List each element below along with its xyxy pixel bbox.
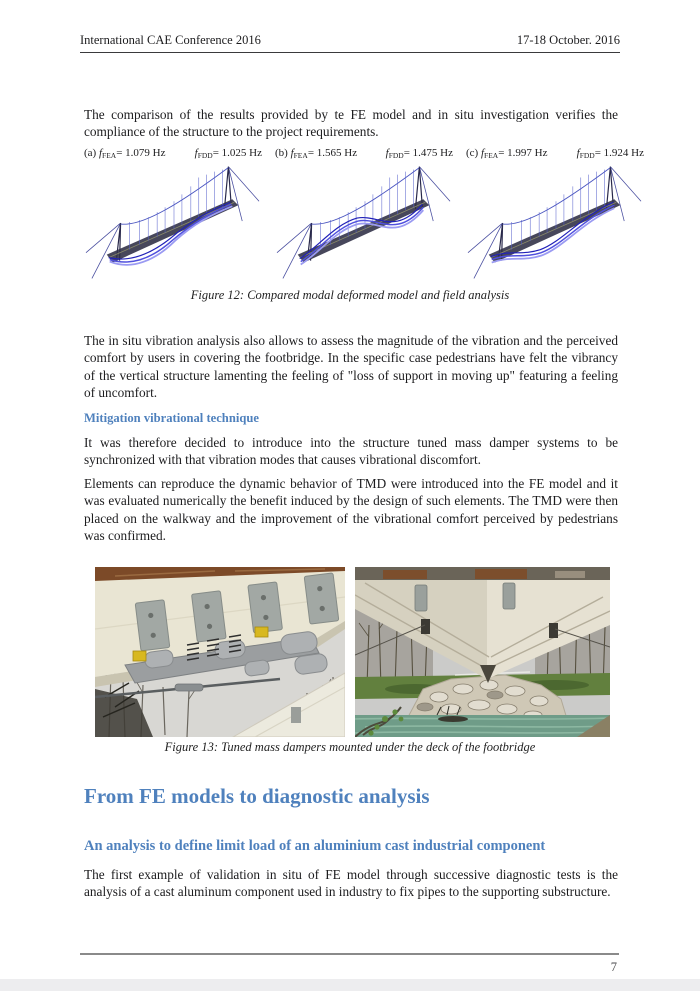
page-header bbox=[80, 33, 620, 53]
header-date: 17-18 October. 2016 bbox=[516, 33, 620, 47]
paragraph-vibration-comfort: The in situ vibration analysis also allows to assess the magnitude of the vibration and the perceived comfort by users in covering the footbridge. In the specific case pedestrians have felt the vibrancy of the vertical structure lamenting the feeling of "loss of support in moving up" featuring a feeling of uncomfort. bbox=[84, 333, 618, 401]
bridge-model-mode-b bbox=[275, 161, 453, 289]
heading-mitigation-technique: Mitigation vibrational technique bbox=[84, 411, 259, 425]
figure12-frequency-labels bbox=[84, 147, 645, 160]
figure12-caption: Figure 12: Compared modal deformed model and field analysis bbox=[190, 288, 510, 302]
heading-fe-models-diagnostic: From FE models to diagnostic analysis bbox=[84, 784, 430, 808]
paragraph-tmd-modeling: Elements can reproduce the dynamic behavior of TMD were introduced into the FE model and it was evaluated numerically the benefit induced by the design of such elements. The TMD were then placed on the walkway and the improvement of the vibrational comfort perceived by pedestrians was confirmed. bbox=[84, 476, 618, 544]
bridge-model-mode-c bbox=[466, 161, 644, 289]
figure13-caption: Figure 13: Tuned mass dampers mounted under the deck of the footbridge bbox=[164, 740, 536, 754]
figure12-bridge-models bbox=[84, 161, 645, 289]
footer-rule bbox=[80, 953, 619, 955]
freq-label-a: (a) fFEA= 1.079 Hz fFDD= 1.025 Hz bbox=[84, 147, 262, 160]
page-number: 7 bbox=[610, 960, 617, 974]
tuned-mass-damper-photo bbox=[95, 567, 345, 737]
footbridge-underside-photo bbox=[355, 567, 610, 737]
paragraph-first-example: The first example of validation in situ of FE model through successive diagnostic tests is the analysis of a cast aluminum component used in industry to fix pipes to the supporting substructure. bbox=[84, 867, 618, 900]
page-bottom-edge bbox=[0, 979, 700, 991]
figure13-photos bbox=[95, 567, 610, 737]
heading-limit-load-analysis: An analysis to define limit load of an aluminium cast industrial component bbox=[84, 838, 546, 854]
paragraph-tmd-decision: It was therefore decided to introduce into the structure tuned mass damper systems to be synchronized with that vibration modes that causes vibrational discomfort. bbox=[84, 435, 618, 468]
freq-label-b: (b) fFEA= 1.565 Hz fFDD= 1.475 Hz bbox=[275, 147, 453, 160]
freq-label-c: (c) fFEA= 1.997 Hz fFDD= 1.924 Hz bbox=[466, 147, 644, 160]
bridge-model-mode-a bbox=[84, 161, 262, 289]
paragraph-compliance: The comparison of the results provided by te FE model and in situ investigation verifies the compliance of the structure to the project requirements. bbox=[84, 107, 618, 140]
header-conference-title: International CAE Conference 2016 bbox=[80, 33, 261, 47]
